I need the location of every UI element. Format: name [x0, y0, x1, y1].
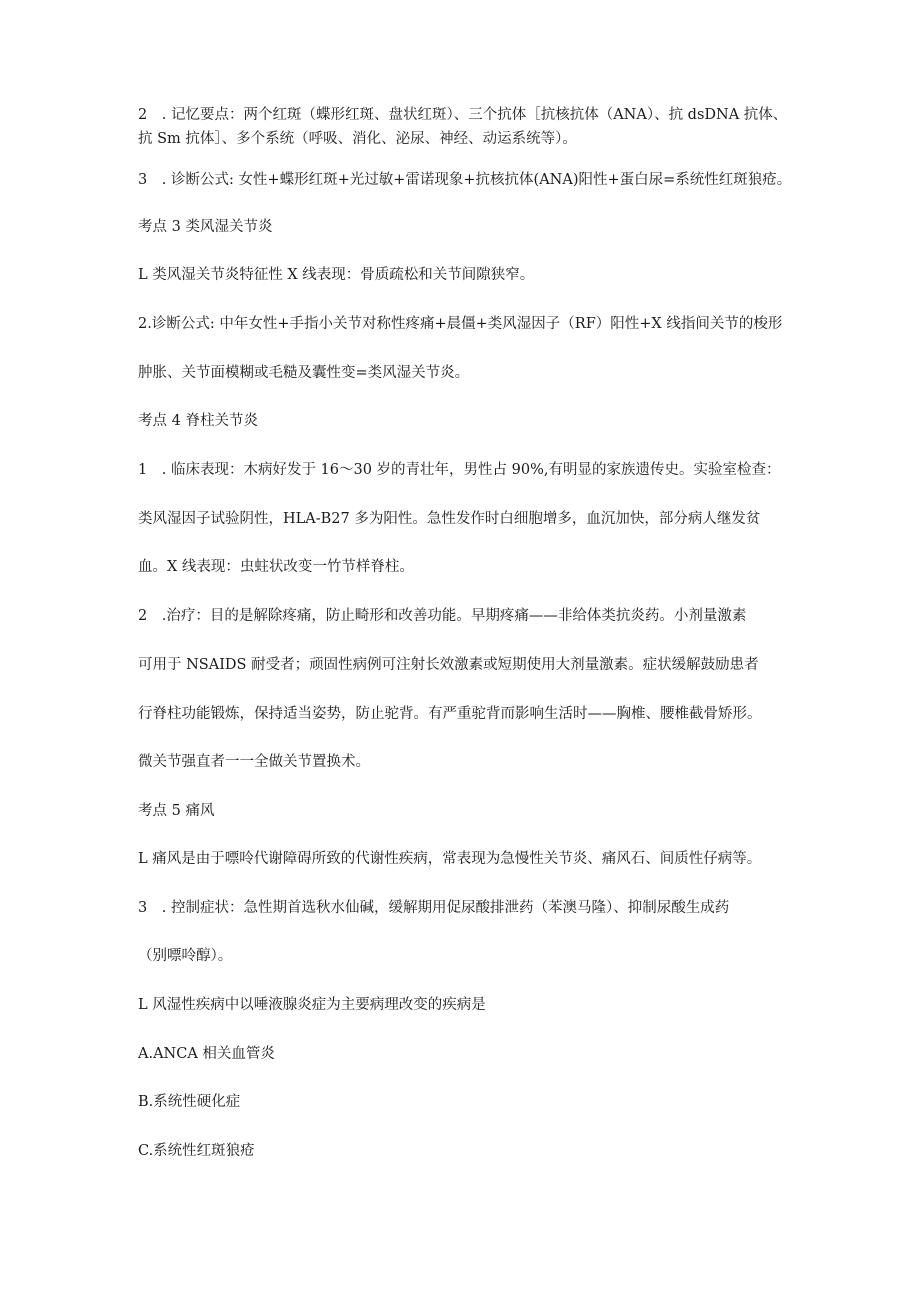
answer-option-c: C.系统性红斑狼疮 [138, 1143, 255, 1159]
section-heading-rheumatoid-arthritis: 考点 3 类风湿关节炎 [138, 219, 273, 235]
section-heading-gout: 考点 5 痛风 [138, 803, 215, 819]
spondyloarthritis-treatment-line-1: 2 .治疗：目的是解除疼痛，防止畸形和改善功能。早期疼痛——非给体类抗炎药。小剂量激素 [138, 608, 747, 624]
spondyloarthritis-clinical-line-3: 血。X 线表现：虫蛀状改变一竹节样脊柱。 [138, 559, 414, 575]
spondyloarthritis-clinical-line-2: 类风湿因子试验阴性，HLA-B27 多为阳性。急性发作时白细胞增多，血沉加快，部分病人继发贫 [138, 511, 761, 527]
gout-symptom-control-line-1: 3 . 控制症状：急性期首选秋水仙碱，缓解期用促尿酸排泄药（苯澳马隆）、抑制尿酸生成药 [138, 900, 730, 916]
spondyloarthritis-treatment-line-2: 可用于 NSAIDS 耐受者；顽固性病例可注射长效激素或短期使用大剂量激素。症状缓解鼓励患者 [138, 657, 759, 673]
gout-symptom-control-line-2: （别嘌呤醇）。 [138, 948, 233, 964]
question-stem: L 风湿性疾病中以唾液腺炎症为主要病理改变的疾病是 [138, 997, 486, 1013]
section-heading-spondyloarthritis: 考点 4 脊柱关节炎 [138, 413, 258, 429]
spondyloarthritis-treatment-line-3: 行脊柱功能锻炼，保持适当姿势，防止驼背。有严重驼背而影响生活时——胸椎、腰椎截骨矫形。 [138, 706, 762, 722]
spondyloarthritis-treatment-line-4: 微关节强直者一一全做关节置换术。 [138, 754, 370, 770]
diagnosis-formula-sle: 3 . 诊断公式: 女性+蝶形红斑+光过敏+雷诺现象+抗核抗体(ANA)阳性+蛋白尿=系统性红斑狼疮。 [138, 172, 792, 188]
ra-xray-features: L 类风湿关节炎特征性 X 线表现：骨质疏松和关节间隙狭窄。 [138, 267, 535, 283]
gout-definition: L 痛风是由于嘌呤代谢障碍所致的代谢性疾病，常表现为急慢性关节炎、痛风石、间质性仔病等。 [138, 851, 762, 867]
answer-option-a: A.ANCA 相关血管炎 [138, 1046, 275, 1062]
ra-diagnosis-formula-line-2: 肿胀、关节面模糊或毛糙及囊性变=类风湿关节炎。 [138, 365, 470, 381]
answer-option-b: B.系统性硬化症 [138, 1094, 241, 1110]
memory-points-paragraph: 2 . 记忆要点：两个红斑（蝶形红斑、盘状红斑）、三个抗体［抗核抗体（ANA）、抗 dsDNA 抗体、抗 Sm 抗体］、多个系统（呼吸、消化、泌尿、神经、动运系统等）。 [138, 107, 788, 147]
spondyloarthritis-clinical-line-1: 1 . 临床表现：木病好发于 16～30 岁的青壮年，男性占 90%,有明显的家族遗传史。实验室检查： [138, 462, 781, 478]
ra-diagnosis-formula-line-1: 2.诊断公式: 中年女性+手指小关节对称性疼痛+晨僵+类风湿因子（RF）阳性+X 线指间关节的梭形 [138, 316, 783, 332]
